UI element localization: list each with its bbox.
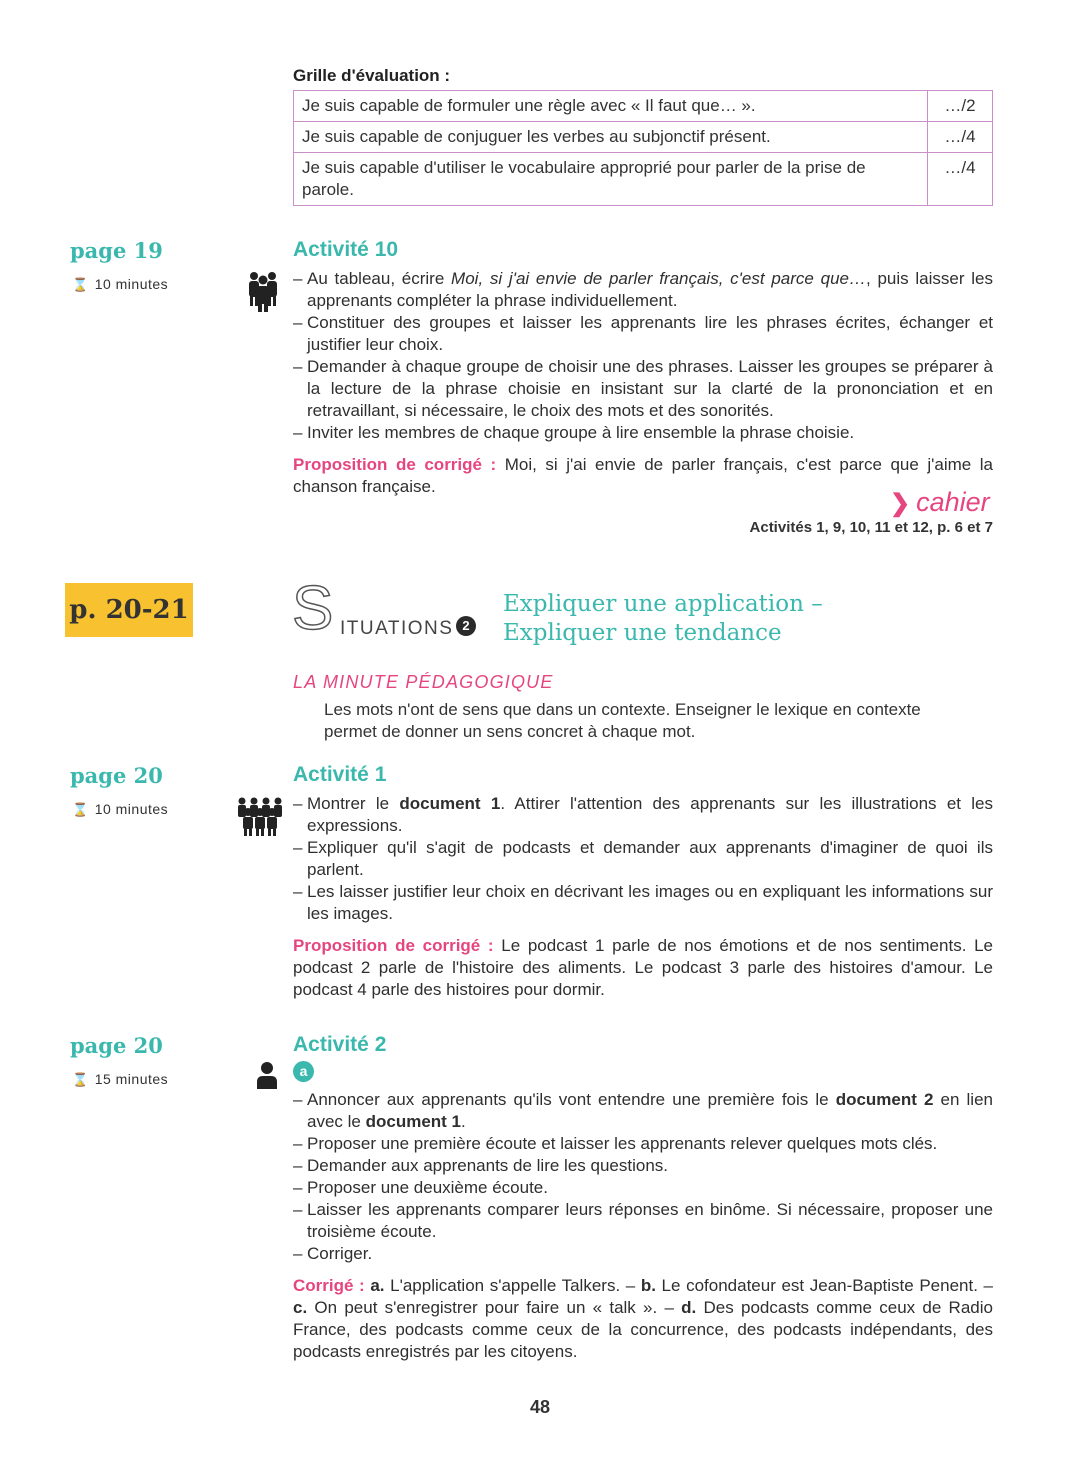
duration-text: 10 minutes — [94, 801, 169, 817]
activity-title: Activité 10 — [293, 238, 399, 261]
page-range-tab: p. 20-21 — [65, 583, 193, 637]
table-row — [294, 153, 993, 206]
grid-score: …/2 — [928, 91, 993, 122]
minute-title: LA MINUTE PÉDAGOGIQUE — [293, 672, 554, 692]
grid-criterion: Je suis capable de conjuguer les verbes au subjonctif présent. — [294, 122, 928, 153]
chevron-right-icon: ❯ — [890, 490, 911, 517]
list-item: – Inviter les membres de chaque groupe à lire ensemble la phrase choisie. — [293, 422, 993, 444]
class-group-icon — [236, 796, 284, 836]
activity-title: Activité 2 — [293, 1033, 387, 1056]
group-icon — [246, 270, 280, 312]
individual-icon — [256, 1061, 278, 1089]
section-title-line: Expliquer une application – — [503, 591, 823, 617]
evaluation-grid — [293, 90, 993, 206]
section-number: 2 — [456, 616, 476, 636]
page-ref: page 20 — [70, 763, 163, 788]
list-item: – Annoncer aux apprenants qu'ils vont entendre une première fois le document 2 en lien avec le document 1. — [293, 1089, 993, 1133]
list-item: – Demander aux apprenants de lire les questions. — [293, 1155, 993, 1177]
list-item: – Corriger. — [293, 1243, 993, 1265]
section-title — [503, 590, 823, 648]
corrige: Corrigé : a. L'application s'appelle Talkers. – b. Le cofondateur est Jean-Baptiste Penent. – c. On peut s'enregistrer pour faire un « talk ». – d. Des podcasts comme ceux de Radio France, des podcasts comme ceux de la concurrence, des podcasts indépendants, des podcasts enregistrés par les citoyens. — [293, 1276, 993, 1361]
page-ref: page 20 — [70, 1033, 163, 1058]
list-item: – Proposer une deuxième écoute. — [293, 1177, 993, 1199]
cahier-link[interactable] — [890, 487, 990, 518]
grid-criterion: Je suis capable d'utiliser le vocabulaire approprié pour parler de la prise de parole. — [294, 153, 928, 206]
hourglass-icon: ⌛ — [72, 802, 89, 817]
proposition-corrige: Proposition de corrigé : Moi, si j'ai envie de parler français, c'est parce que j'aime la chanson française. — [293, 455, 994, 496]
section-title-line: Expliquer une tendance — [503, 620, 782, 646]
grid-title: Grille d'évaluation : — [293, 66, 451, 85]
duration — [72, 1071, 168, 1088]
section-label: ITUATIONS — [340, 618, 454, 639]
list-item: – Demander à chaque groupe de choisir une des phrases. Laisser les groupes se préparer à la lecture de la phrase choisie en insistant sur la clarté de la prononciation et en retravaillant, si nécessaire, le choix des mots et des sonorités. — [293, 356, 993, 422]
grid-score: …/4 — [928, 153, 993, 206]
duration-text: 15 minutes — [94, 1071, 169, 1087]
hourglass-icon: ⌛ — [72, 277, 89, 292]
section-initial: S — [292, 574, 334, 643]
list-item: – Montrer le document 1. Attirer l'attention des apprenants sur les illustrations et les expressions. — [293, 793, 993, 837]
cahier-reference: Activités 1, 9, 10, 11 et 12, p. 6 et 7 — [749, 519, 993, 536]
list-item: – Constituer des groupes et laisser les apprenants lire les phrases écrites, échanger et justifier leur choix. — [293, 312, 993, 356]
activity-instructions — [293, 1089, 993, 1363]
activity-title: Activité 1 — [293, 763, 387, 786]
list-item: – Au tableau, écrire Moi, si j'ai envie de parler français, c'est parce que…, puis laisser les apprenants compléter la phrase individuellement. — [293, 268, 993, 312]
duration — [72, 276, 168, 293]
duration — [72, 801, 168, 818]
table-row — [294, 91, 993, 122]
part-badge: a — [293, 1061, 314, 1082]
page-ref: page 19 — [70, 238, 163, 263]
page-number: 48 — [529, 1397, 551, 1417]
list-item: – Laisser les apprenants comparer leurs réponses en binôme. Si nécessaire, proposer une troisième écoute. — [293, 1199, 993, 1243]
proposition-corrige: Proposition de corrigé : Le podcast 1 parle de nos émotions et de nos sentiments. Le podcast 2 parle de l'histoire des aliments. Le podcast 3 parle des histoires d'amour. Le podcast 4 parle des histoires pour dormir. — [293, 936, 993, 999]
grid-score: …/4 — [928, 122, 993, 153]
minute-text: Les mots n'ont de sens que dans un contexte. Enseigner le lexique en contexte permet de donner un sens concret à chaque mot. — [324, 700, 921, 741]
list-item: – Expliquer qu'il s'agit de podcasts et demander aux apprenants d'imaginer de quoi ils parlent. — [293, 837, 993, 881]
activity-instructions — [293, 268, 993, 498]
hourglass-icon: ⌛ — [72, 1072, 89, 1087]
list-item: – Les laisser justifier leur choix en décrivant les images ou en expliquant les informations sur les images. — [293, 881, 993, 925]
duration-text: 10 minutes — [94, 276, 169, 292]
grid-criterion: Je suis capable de formuler une règle avec « Il faut que… ». — [294, 91, 928, 122]
activity-instructions — [293, 793, 993, 1001]
table-row — [294, 122, 993, 153]
list-item: – Proposer une première écoute et laisser les apprenants relever quelques mots clés. — [293, 1133, 993, 1155]
cahier-label: cahier — [916, 487, 990, 517]
